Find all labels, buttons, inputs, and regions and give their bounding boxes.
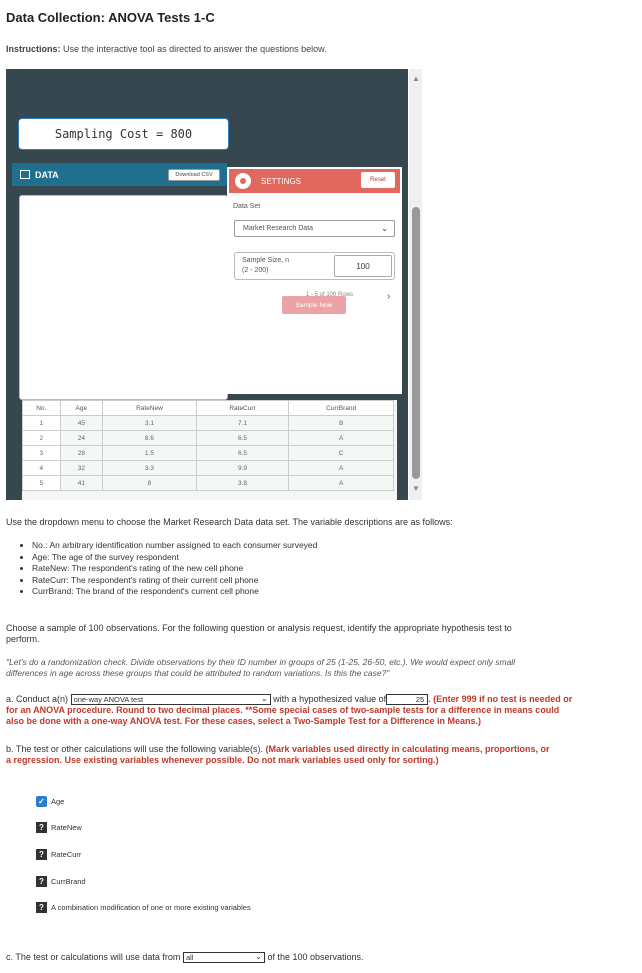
data-set-select[interactable]: Market Research Data ⌄ [234,220,395,237]
list-item: • No.: An arbitrary identification number assigned to each consumer surveyed [32,540,317,552]
chevron-down-icon: ⌄ [381,224,388,233]
table-cell: 7.1 [196,416,288,431]
chevron-down-icon: ⌄ [260,694,268,704]
option-currbrand[interactable]: ? CurrBrand [36,876,86,887]
table-row [23,446,394,461]
test-type-select[interactable]: one-way ANOVA test ⌄ [71,694,271,705]
data-table [22,400,394,491]
table-cell: 8 [103,476,197,491]
table-cell: 6.5 [196,446,288,461]
gear-icon [235,173,251,189]
table-cell: C [289,446,394,461]
table-cell: A [289,431,394,446]
table-cell: 9.9 [196,461,288,476]
page-title: Data Collection: ANOVA Tests 1-C [6,10,215,25]
question-icon[interactable]: ? [36,822,47,833]
question-icon[interactable]: ? [36,902,47,913]
variable-list [32,540,317,598]
column-header: CurrBrand [289,401,394,416]
sample-now-button[interactable]: Sample Now [282,296,346,314]
table-cell: 2 [23,431,61,446]
table-icon [20,170,30,179]
table-row [23,461,394,476]
column-header: Age [60,401,103,416]
table-cell: 5 [23,476,61,491]
list-item: • RateNew: The respondent's rating of the new cell phone [32,563,317,575]
table-cell: 28 [60,446,103,461]
hypothesized-value-input[interactable]: 25 [386,694,428,705]
data-panel [19,195,228,400]
scroll-down-icon[interactable]: ▼ [412,484,420,493]
quote-text: "Let's do a randomization check. Divide observations by their ID number in groups of 25 (1-25, 26-50, etc.). We would expect only small differences in age across these groups that could be attributed to random variations. Is this the case?" [6,657,516,678]
question-c: c. The test or calculations will use data from all ⌄ of the 100 observations. [6,952,364,963]
column-header: RateNew [103,401,197,416]
intro-text: Use the dropdown menu to choose the Market Research Data data set. The variable descriptions are as follows: [6,517,453,527]
question-b: b. The test or other calculations will use the following variable(s). (Mark variables used directly in calculating means, proportions, or a regression. Use existing variables whenever possible. Do not mark variables used only for sorting.) [6,744,550,765]
list-item: • Age: The age of the survey respondent [32,552,317,564]
column-header: No. [23,401,61,416]
settings-panel [227,167,402,394]
table-cell: 32 [60,461,103,476]
table-cell: A [289,461,394,476]
question-a: a. Conduct a(n) one-way ANOVA test ⌄ with a hypothesized value of 25 . (Enter 999 if no test is needed or for an ANOVA procedure. Round to two decimal places. **Some special cases of two-sample tests for a difference in means could also be done with a one-way ANOVA test. For these cases, select a Two-Sample Test for a Difference in Means.) [6,694,573,727]
question-icon[interactable]: ? [36,876,47,887]
option-ratenew[interactable]: ? RateNew [36,822,82,833]
question-icon[interactable]: ? [36,849,47,860]
table-cell: 6.5 [196,431,288,446]
table-cell: 4 [23,461,61,476]
table-row [23,476,394,491]
table-cell: A [289,476,394,491]
next-page-icon[interactable]: › [387,291,391,302]
table-cell: 8.6 [103,431,197,446]
table-cell: 3.1 [103,416,197,431]
reset-button[interactable]: Reset [361,172,395,188]
rows-counter: 1 - 5 of 100 Rows [306,292,354,298]
data-range-select[interactable]: all ⌄ [183,952,265,963]
sample-size-input[interactable]: 100 [334,255,392,277]
data-set-label: Data Set [233,203,261,210]
list-item: • CurrBrand: The brand of the respondent's current cell phone [32,586,317,598]
scrollbar-thumb[interactable] [412,207,420,479]
option-age[interactable]: ✓ Age [36,796,64,807]
table-cell: 1 [23,416,61,431]
option-ratecurr[interactable]: ? RateCurr [36,849,81,860]
chevron-down-icon: ⌄ [255,952,262,962]
option-combination[interactable]: ? A combination modification of one or more existing variables [36,902,251,913]
table-cell: 1.5 [103,446,197,461]
table-cell: 3 [23,446,61,461]
scroll-up-icon[interactable]: ▲ [412,74,420,83]
table-row [23,416,394,431]
settings-tab[interactable]: SETTINGS [229,169,400,193]
data-tab[interactable]: DATA [12,163,227,186]
instructions: Instructions: Use the interactive tool as directed to answer the questions below. [6,44,327,54]
table-cell: B [289,416,394,431]
list-item: • RateCurr: The respondent's rating of their current cell phone [32,575,317,587]
table-cell: 3.3 [103,461,197,476]
choose-text: Choose a sample of 100 observations. For the following question or analysis request, identify the appropriate hypothesis test to perform. [6,623,512,644]
column-header: RateCurr [196,401,288,416]
table-row [23,431,394,446]
checkmark-icon[interactable]: ✓ [36,796,47,807]
table-cell: 41 [60,476,103,491]
sampling-cost: Sampling Cost = 800 [18,118,229,150]
table-cell: 3.8 [196,476,288,491]
table-cell: 45 [60,416,103,431]
download-csv-button[interactable]: Download CSV [168,169,220,181]
sample-size-label: Sample Size, n (2 - 200) [242,257,290,274]
table-cell: 24 [60,431,103,446]
